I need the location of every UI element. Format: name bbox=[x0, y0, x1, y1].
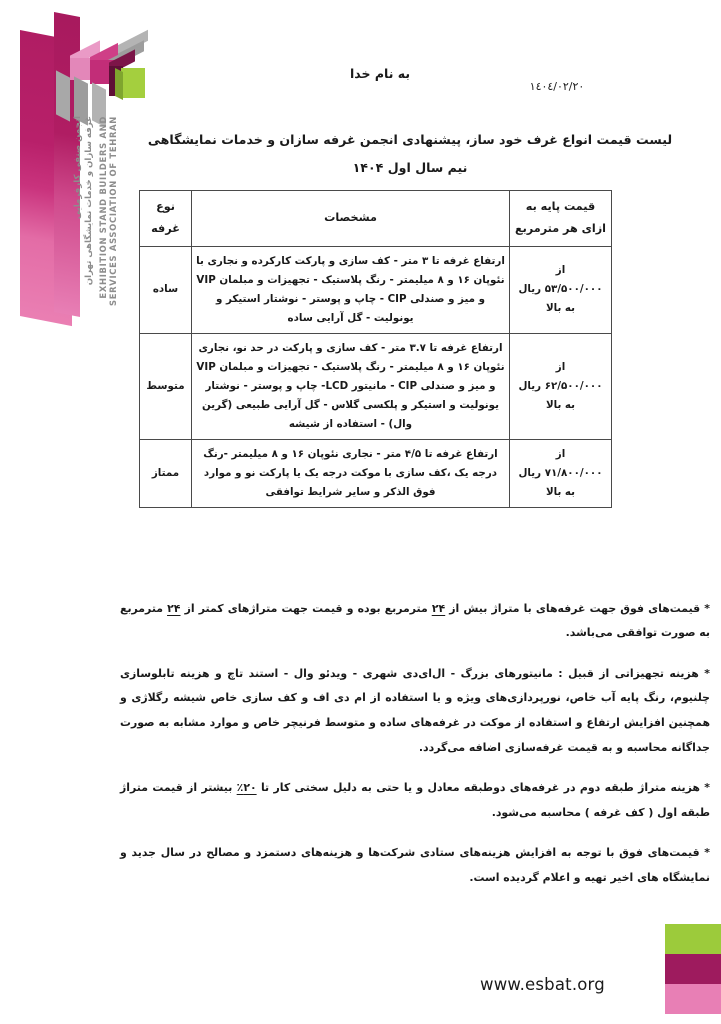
column-header-price-line2: ازای هر مترمربع bbox=[514, 222, 607, 236]
table-row bbox=[140, 246, 612, 333]
price-suffix-premium: به بالا bbox=[545, 486, 576, 499]
note-item-1: * قیمت‌های فوق جهت غرفه‌های با متراژ بیش از ۲۴ مترمربع بوده و قیمت جهت متراژهای کمتر از ۲۴ مترمربع به صورت توافقی می‌باشد. bbox=[120, 601, 710, 640]
logo-text-fa-line2: انجمن صنفی کارفرمایی bbox=[73, 116, 83, 220]
logo-text-en-line1: EXHIBITION STAND BUILDERS AND bbox=[98, 116, 108, 299]
table-header-row bbox=[140, 191, 612, 247]
note-item-2: * هزینه تجهیزاتی از قبیل : مانیتورهای بزرگ - ال‌ای‌دی شهری - ویدئو وال - استند تاچ و هزینه تابلوسازی چلنیوم، رنگ پایه آب خاص، نورپردازی‌های ویژه و یا استفاده از ام دی اف و کف سازی خاص شیشه رگلاژی و همچنین افزایش ارتفاع و استفاده از موکت در غرفه‌های ساده و متوسط فرنیچر خاص و موارد مشابه به صورت جداگانه محاسبه و به قیمت غرفه‌سازی اضافه می‌گردد. bbox=[120, 666, 710, 754]
logo-text-en-line2: SERVICES ASSOCIATION OF TEHRAN bbox=[108, 116, 118, 307]
cell-spec-simple: ارتفاع غرفه تا ۳ متر - کف سازی و پارکت کارکرده و نجاری با نئوپان ۱۶ و ۸ میلیمتر - رنگ پلاستیک - تجهیزات و مبلمان VIP و میز و صندلی CIP - چاپ و پوستر - نوشتار استیکر و یونولیت - گل آرایی ساده bbox=[192, 246, 510, 333]
footer-band-pink bbox=[665, 984, 721, 1014]
cell-price-simple bbox=[510, 246, 612, 333]
price-prefix-premium: از bbox=[555, 448, 566, 461]
column-header-spec: مشخصات bbox=[192, 191, 510, 247]
cell-spec-medium: ارتفاع غرفه تا ۳.۷ متر - کف سازی و پارکت در حد نو، نجاری نئوپان ۱۶ و ۸ میلیمتر - رنگ پلاستیک - تجهیزات و مبلمان VIP و میز و صندلی CIP - مانیتور LCD- چاپ و پوستر - نوشتار یونولیت و استیکر و پلکسی گلاس - گل آرایی طبیعی (گرین وال) - استفاده از شیشه bbox=[192, 334, 510, 440]
logo-isometric-cubes bbox=[52, 28, 148, 120]
notes-section bbox=[120, 586, 710, 890]
note-item-4: * قیمت‌های فوق با توجه به افزایش هزینه‌های ستادی شرکت‌ها و هزینه‌های دستمزد و مصالح در سال جدید و نمایشگاه های اخیر تهیه و اعلام گردیده است. bbox=[120, 846, 710, 884]
page-subtitle: نیم سال اول ۱۴۰۴ bbox=[352, 160, 468, 175]
cell-type-medium: متوسط bbox=[140, 334, 192, 440]
price-prefix-medium: از bbox=[555, 361, 566, 374]
table-row bbox=[140, 440, 612, 508]
logo-text-fa-line1: غرفه سازان و خدمات نمایشگاهی تهران bbox=[84, 116, 94, 286]
footer-decoration bbox=[665, 920, 721, 1024]
basmala-text: به نام خدا bbox=[349, 66, 411, 81]
column-header-type-line1: نوع bbox=[156, 200, 175, 213]
footer-band-plum bbox=[665, 954, 721, 984]
logo-cube-green-face bbox=[121, 68, 145, 98]
column-header-price-line1: قیمت پایه به bbox=[525, 200, 596, 213]
cell-price-medium bbox=[510, 334, 612, 440]
logo-cube-green-side bbox=[115, 68, 123, 100]
page-title: لیست قیمت انواع غرف خود ساز، پیشنهادی انجمن غرفه سازان و خدمات نمایشگاهی bbox=[147, 132, 673, 147]
price-prefix-simple: از bbox=[555, 264, 566, 277]
website-url[interactable]: www.esbat.org bbox=[480, 975, 605, 994]
price-value-medium: ۶۲/۵۰۰/۰۰۰ ریال bbox=[518, 380, 603, 393]
esbat-logo bbox=[18, 12, 148, 324]
price-suffix-simple: به بالا bbox=[545, 302, 576, 315]
note-item-3: * هزینه متراژ طبقه دوم در غرفه‌های دوطبقه معادل و یا حتی به دلیل سختی کار تا ۲۰٪ بیشتر از قیمت متراژ طبقه اول ( کف غرفه ) محاسبه می‌شود. bbox=[120, 781, 710, 819]
document-date: ١٤٠٤/٠٢/٢٠ bbox=[529, 80, 585, 93]
cell-price-premium bbox=[510, 440, 612, 508]
column-header-type-line2: غرفه bbox=[151, 222, 180, 236]
price-value-simple: ۵۳/۵۰۰/۰۰۰ ریال bbox=[518, 283, 603, 296]
underlined-value: ۲۴ bbox=[431, 601, 446, 615]
column-header-type bbox=[140, 191, 192, 247]
underlined-value bbox=[432, 602, 445, 615]
footer-band-green bbox=[665, 924, 721, 954]
underlined-value bbox=[167, 602, 180, 615]
cell-type-premium: ممتاز bbox=[140, 440, 192, 508]
column-header-price bbox=[510, 191, 612, 247]
underlined-value: ۲۴ bbox=[167, 601, 181, 615]
logo-vertical-text bbox=[68, 116, 120, 316]
cell-type-simple: ساده bbox=[140, 246, 192, 333]
cell-spec-premium: ارتفاع غرفه تا ۴/۵ متر - نجاری نئوپان ۱۶ و ۸ میلیمتر -رنگ درجه یک ،کف سازی با موکت درجه یک یا پارکت نو و موارد فوق الذکر و سایر شرایط توافقی bbox=[192, 440, 510, 508]
price-value-premium: ۷۱/۸۰۰/۰۰۰ ریال bbox=[518, 467, 603, 480]
table-row bbox=[140, 334, 612, 440]
logo-slab-grey-left bbox=[56, 70, 70, 121]
underlined-value: ۲۰٪ bbox=[236, 781, 257, 795]
price-suffix-medium: به بالا bbox=[545, 399, 576, 412]
price-table bbox=[139, 190, 612, 508]
